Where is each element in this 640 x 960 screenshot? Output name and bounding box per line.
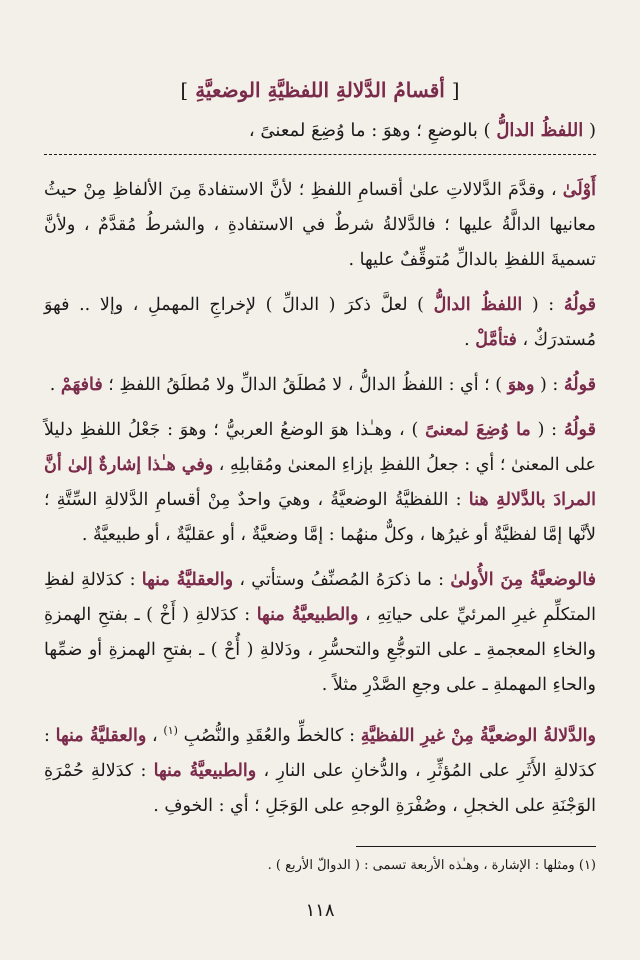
p6-b: ،	[152, 725, 158, 746]
matn-open: (	[588, 120, 596, 141]
p6-d: : كدَلالةِ حُمْرَةِ الوَجْنَةِ على الخجلِ ، وصُفْرَةِ الوجهِ على الوَجَلِ ؛ أي : الخوفِ .	[44, 760, 596, 816]
p4-b: ) ، وهـٰذا هوَ الوضعُ العربيُّ ؛ وهوَ : جَعْلُ اللفظِ دليلاً على المعنىٰ ؛ أي : جعلُ اللفظِ بإزاءِ المعنىٰ ومُقابلِهِ ،	[44, 420, 596, 475]
heading-title: أقسامُ الدَّلالةِ اللفظيَّةِ الوضعيَّةِ	[195, 78, 445, 102]
p5-h2: والعقليَّةُ منها	[141, 570, 234, 590]
p2-a: : (	[531, 295, 555, 315]
paragraph-6	[44, 713, 596, 824]
p2-end: .	[464, 330, 470, 350]
matn-divider	[44, 154, 596, 155]
p5-c: : كدَلالةِ ( أَخْ ) ـ بفتحِ الهمزةِ والخاءِ المعجمةِ ـ على التوجُّعِ والتحسُّرِ ، ودَلالةِ ( أُحْ ) ـ بفتحِ الهمزةِ أو ضمِّها والحاءِ المهملةِ ـ على وجعِ الصَّدْرِ مثلاً .	[44, 605, 596, 695]
paragraph-2	[44, 288, 596, 358]
p6-c: : كدَلالةِ الأَثَرِ على المُؤثِّرِ ، والدُّخانِ على النارِ ،	[44, 725, 596, 781]
matn-rest: ) بالوضعِ ؛ وهوَ : ما وُضِعَ لمعنىً ،	[248, 120, 491, 141]
matn-line	[44, 116, 596, 146]
p1-text: ، وقدَّمَ الدَّلالاتِ علىٰ أقسامِ اللفظِ ؛ لأنَّ الاستفادةَ مِنَ الألفاظِ مِنْ حيثُ معانيها الدالَّةُ عليها ؛ فالدَّلالةُ شرطٌ في الاستفادةِ ، والشرطُ مُقدَّمٌ ، ولأنَّ تسميةَ اللفظِ بالدالِّ مُتوقِّفٌ عليها .	[44, 180, 596, 270]
footnote-text: ومثلها : الإشارة ، وهـٰذه الأربعة تسمى : ( الدوالّ الأربع ) .	[267, 857, 575, 873]
footnote-number: (١)	[578, 857, 596, 873]
p5-h3: والطبيعيَّةُ منها	[256, 605, 359, 625]
footnote-divider	[356, 846, 596, 847]
heading-close-bracket: ]	[180, 78, 189, 102]
p1-lead: أَوْلَىٰ	[562, 180, 596, 200]
p4-c: وفي هـٰذا إشارةٌ إلىٰ أنَّ المرادَ بالدَّلالةِ هنا	[44, 455, 596, 510]
page-number: ١١٨	[305, 900, 335, 921]
p3-tail: فافهَمْ	[60, 375, 103, 395]
p6-lead: والدَّلالةُ الوضعيَّةُ مِنْ غيرِ اللفظيَّةِ	[360, 725, 596, 746]
p4-a: : (	[537, 420, 558, 440]
p3-end: .	[49, 375, 56, 395]
paragraph-1	[44, 173, 596, 278]
p6-h2: والعقليَّةُ منها	[55, 725, 147, 746]
p2-tail: فتأمَّلْ	[475, 330, 517, 350]
paragraph-5	[44, 563, 596, 703]
matn-quote: اللفظُ الدالُّ	[496, 120, 584, 141]
paragraph-3	[44, 368, 596, 403]
footnote	[44, 855, 596, 877]
p3-b: ) ؛ أي : اللفظُ الدالُّ ، لا مُطلَقُ الدالِّ ولا مُطلَقُ اللفظِ ؛	[108, 375, 503, 395]
p3-lead: قولُهُ	[563, 375, 596, 395]
p3-quote: وهوَ	[507, 375, 535, 395]
paragraph-4	[44, 413, 596, 553]
p5-a: : ما ذكرَهُ المُصنِّفُ وستأتي ،	[239, 570, 445, 590]
p4-d: : اللفظيَّةُ الوضعيَّةُ ، وهيَ واحدٌ مِنْ أقسامِ الدَّلالةِ السِّتَّةِ ؛ لأنَّها إمَّا لفظيَّةٌ أو غيرُها ، وكلٌّ منهُما : إمَّا وضعيَّةٌ ، أو عقليَّةٌ ، أو طبيعيَّةٌ .	[44, 490, 596, 545]
p5-b: : كدَلالةِ لفظِ المتكلِّمِ غيرِ المرئيِّ على حياتِهِ ،	[44, 570, 596, 625]
footnote-reference[interactable]: (١)	[163, 724, 178, 737]
p4-quote: ما وُضِعَ لمعنىً	[425, 420, 531, 440]
section-heading	[44, 78, 596, 102]
p3-a: : (	[540, 375, 559, 395]
p2-lead: قولُهُ	[563, 295, 596, 315]
heading-open-bracket: [	[451, 78, 460, 102]
p6-h3: والطبيعيَّةُ منها	[153, 760, 257, 781]
p2-b: ) لعلَّ ذكرَ ( الدالِّ ) لإخراجِ المهملِ ، وإلا .. فهوَ مُستدرَكٌ ،	[44, 295, 596, 350]
p6-a: : كالخطِّ والعُقَدِ والنُّصُبِ	[183, 725, 355, 746]
p2-quote: اللفظُ الدالُّ	[433, 295, 523, 315]
p5-lead: فالوضعيَّةُ مِنَ الأُولىٰ	[450, 570, 596, 590]
p4-lead: قولُهُ	[563, 420, 596, 440]
